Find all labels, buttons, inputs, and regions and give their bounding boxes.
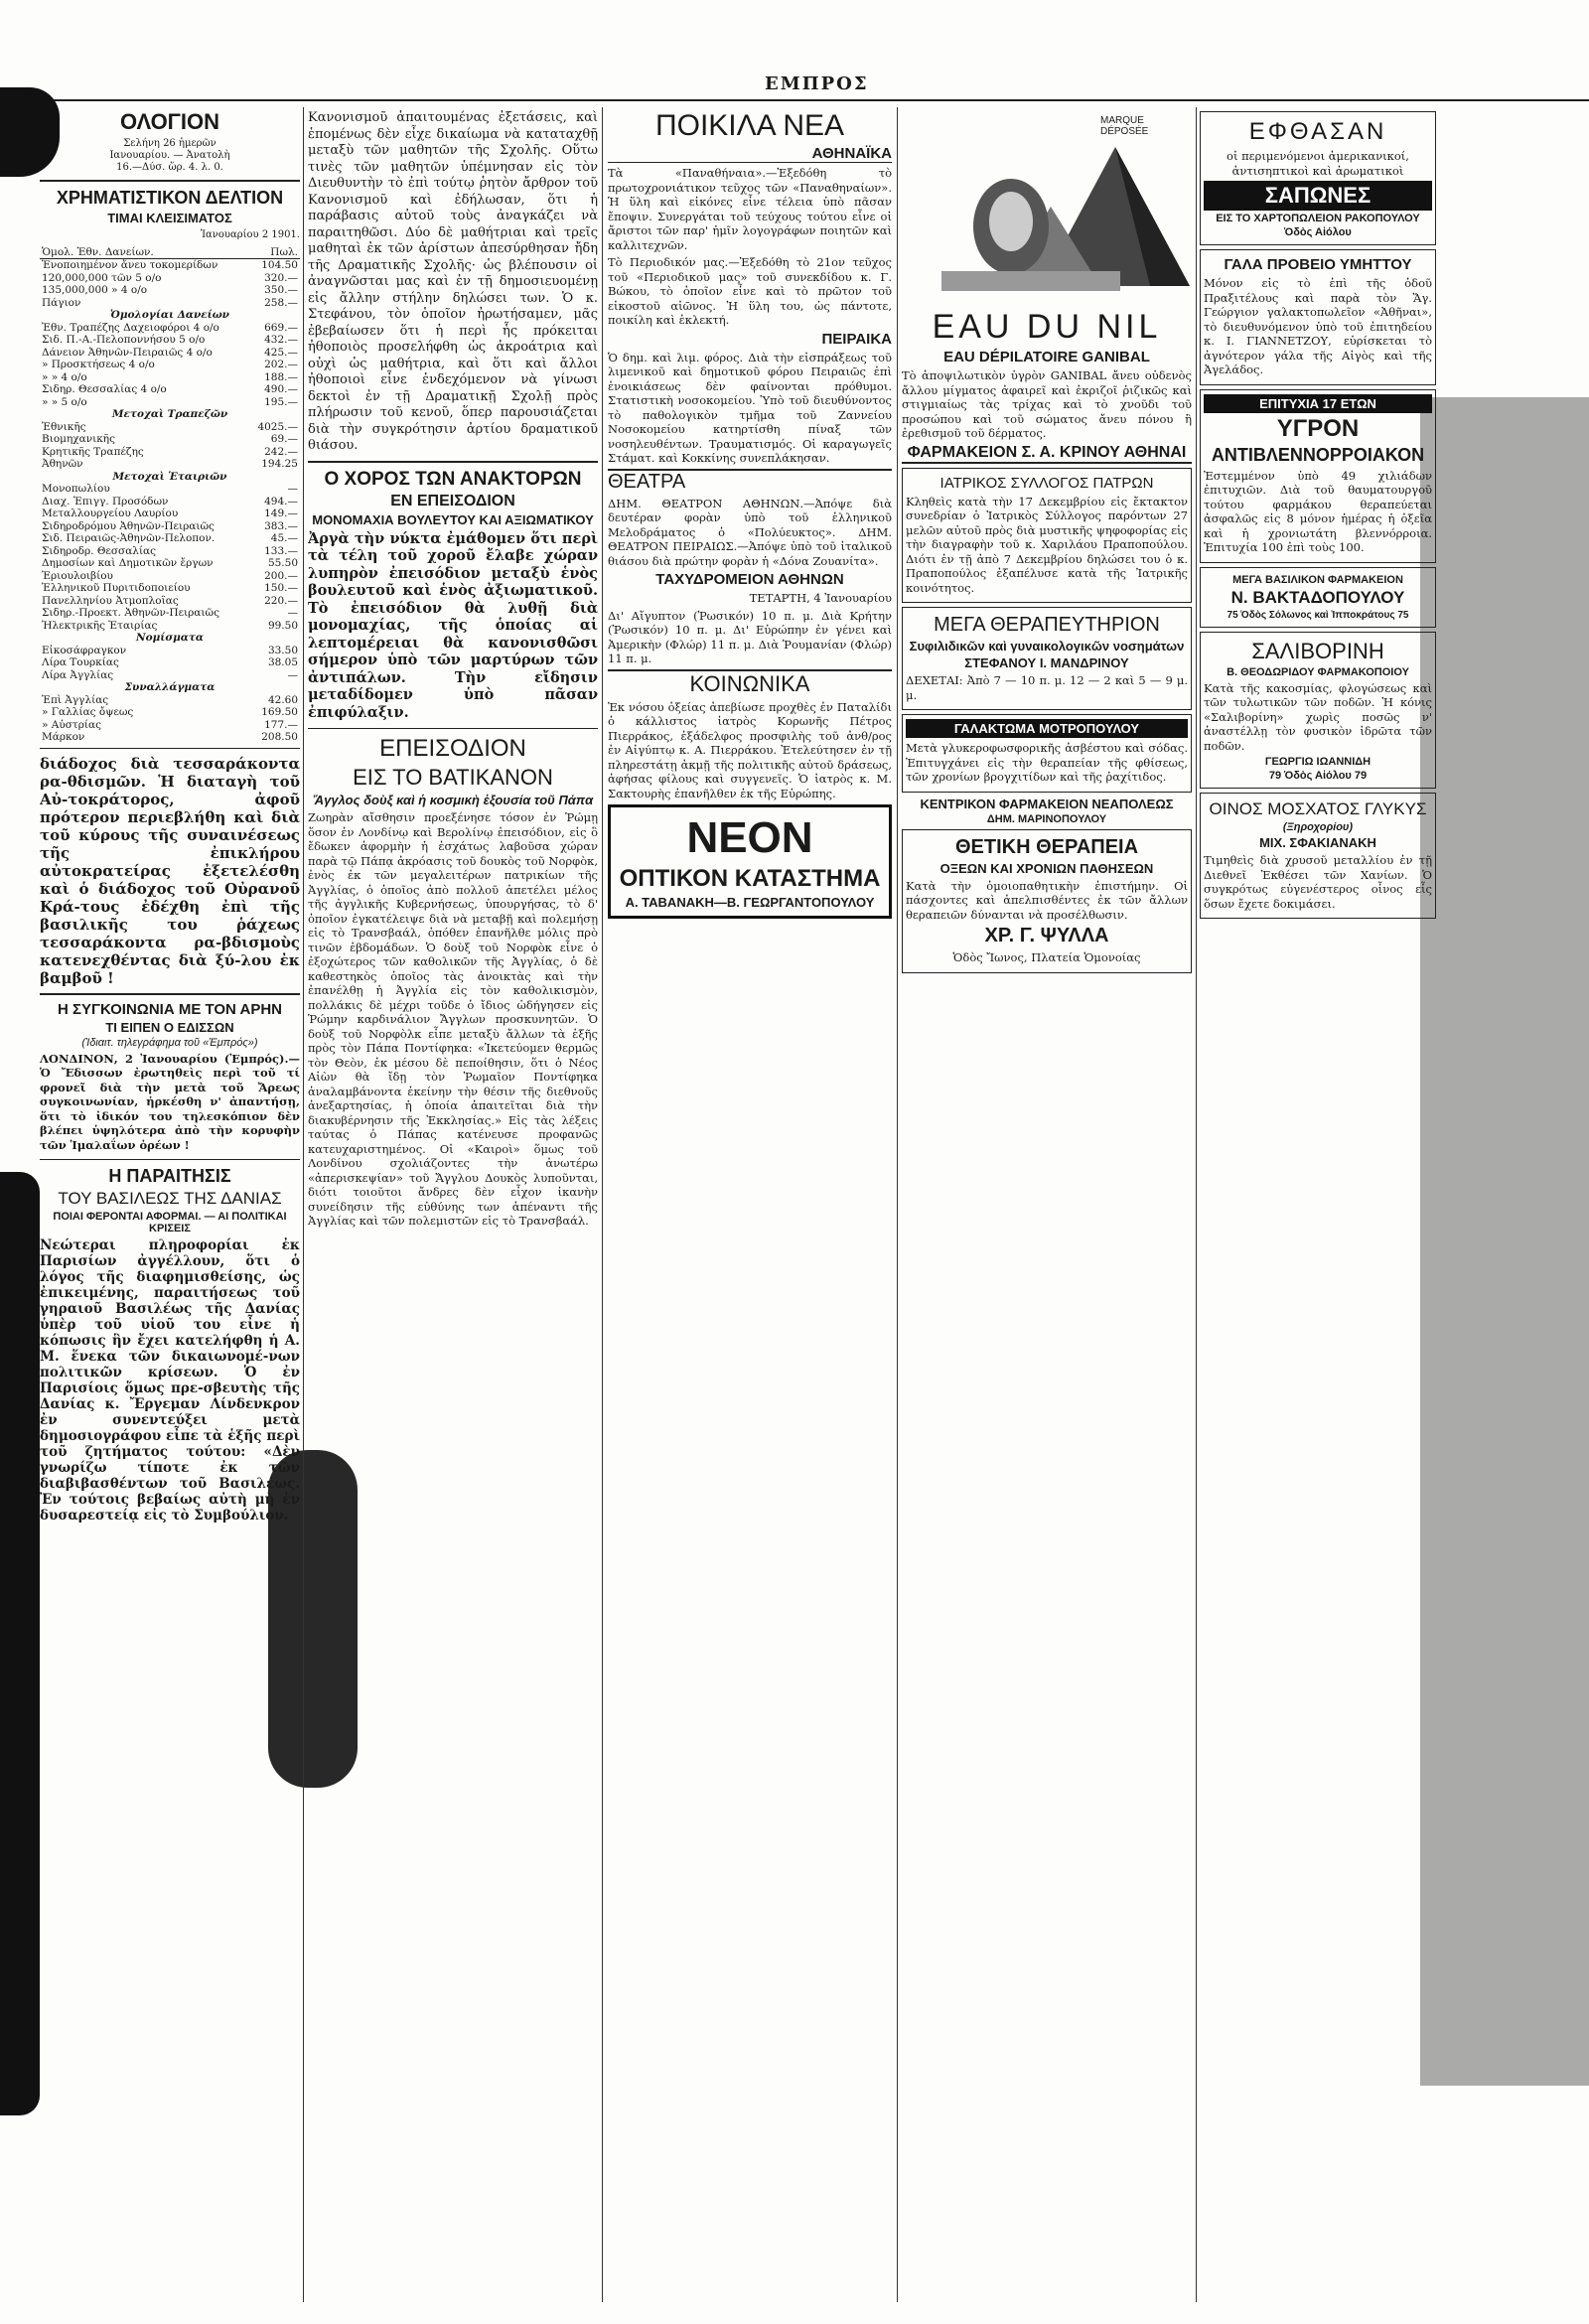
social-text: Ἐκ νόσου ὀξείας ἀπεβίωσε προχθὲς ἐν Παταλίδι ὁ κάλλιστος ἰατρὸς Κορωνῆς Πέτρος Πιερράκος, ἐξάδελφος προσφιλὴς τοῦ ἀνθ/ρος ἐν Αἰγύπτῳ κ. Α. Πιερράκου. Ἐτελεύτησεν ἐν τῇ πληρεστάτῃ ἀκμῇ τῆς πολιτικῆς αὐτοῦ δράσεως, ἀφήσας φίλους καὶ συγγενεῖς. Ὁ ἰατρὸς κ. Μ. Σακτουρὴς ἐπανῆλθεν ἐκ τῆς Εὐρώπης.: [608, 699, 892, 800]
salivorini-title: ΣΑΛΙΒΟΡΙΝΗ: [1251, 638, 1384, 663]
trademark-label: MARQUE DÉPOSÉE: [1100, 115, 1149, 137]
optician-ad-owners: Α. ΤΑΒΑΝΑΚΗ—Β. ΓΕΩΡΓΑΝΤΟΠΟΥΛΟΥ: [625, 895, 875, 910]
table-cell: 99.50: [267, 619, 298, 632]
column-4: [902, 107, 1192, 2312]
wine-maker: ΜΙΧ. ΣΦΑΚΙΑΝΑΚΗ: [1259, 835, 1376, 850]
table-cell: » » 4 ο/ο: [42, 370, 87, 383]
table-cell: » » 5 ο/ο: [42, 395, 87, 408]
table-cell: 104.50: [261, 259, 298, 271]
homeopathy-text: Κατὰ τὴν ὁμοιοπαθητικὴν ἐπιστήμην. Οἱ πάσχοντες καὶ ἀπελπισθέντες ἐκ τῶν ἄλλων θεραπειῶν δύνανται νὰ προσέλθωσιν.: [906, 878, 1188, 922]
table-cell: 149.—: [264, 508, 298, 519]
abdication-title: Η ΠΑΡΑΙΤΗΣΙΣ: [108, 1166, 231, 1186]
optician-ad-title: ΝΕΟΝ: [686, 813, 813, 862]
table-cell: Δημοσίων καὶ Δημοτικῶν ἔργων: [42, 557, 214, 569]
dance-text: Ἀργὰ τὴν νύκτα ἐμάθομεν ὅτι περὶ τὰ τέλη τοῦ χοροῦ ἔλαβε χώραν λυπηρὸν ἐπεισόδιον μεταξὺ ἑνὸς βουλευτοῦ καὶ ἑνὸς ἀξιωματικοῦ. Τὸ ἐπεισόδιον θὰ λυθῇ διὰ μονομαχίας, τῆς ὁποίας αἱ λεπτομέρειαι θὰ κανονισθῶσι σήμερον ὑπὸ τῶν μαρτύρων τῶν ἀντιπάλων. Τὴν εἴδησιν μεταδίδομεν ὑπὸ πᾶσαν ἐπιφύλαξιν.: [308, 529, 598, 721]
table-cell: 194.25: [261, 458, 298, 470]
remedy-ad-text: Ἐστεμμένον ὑπὸ 49 χιλιάδων ἐπιτυχιῶν. Διὰ τοῦ θαυματουργοῦ τούτου φαρμάκου θεραπεύεται ἀσφαλῶς εἰς 8 μόνον ἡμέρας ἡ ὀξεῖα καὶ ἡ χρονιωτάτη βλεννόρροια. Ἐπιτυχία 100 ἐπὶ τοὺς 100.: [1204, 468, 1432, 554]
table-row: [40, 731, 300, 744]
soap-ad: [1200, 111, 1436, 245]
remedy-ad-title: ΥΓΡΟΝ: [1276, 414, 1360, 442]
depilatory-title: EAU DÉPILATOIRE GANIBAL: [943, 349, 1150, 365]
table-row: [40, 458, 300, 471]
table-cell: 195.—: [264, 395, 298, 408]
comm-section: [40, 993, 300, 1161]
vaktadopoulos-ad-name: Ν. ΒΑΚΤΑΔΟΠΟΥΛΟΥ: [1230, 587, 1405, 607]
post-title: ΤΑΧΥΔΡΟΜΕΙΟΝ ΑΘΗΝΩΝ: [655, 571, 844, 588]
table-cell: 69.—: [270, 433, 298, 445]
abdication-subtitle: ΠΟΙΑΙ ΦΕΡΟΝΤΑΙ ΑΦΟΡΜΑΙ. — ΑΙ ΠΟΛΙΤΙΚΑΙ ΚΡΙΣΕΙΣ: [53, 1211, 287, 1235]
salivorini-address: 79 Ὁδὸς Αἰόλου 79: [1268, 770, 1368, 782]
table-cell: Σιδηρ. Θεσσαλίας 4 ο/ο: [42, 383, 167, 395]
depilatory-text: Τὸ ἀποψιλωτικὸν ὑγρὸν GANIBAL ἄνευ οὐδενὸς ἄλλου μίγματος ἀφαιρεῖ καὶ ἐκριζοῖ ῥιζικῶς καὶ στιγμιαίως τὰς τρίχας καὶ τὸ χνοῦδι τοῦ προσώπου καὶ τοῦ σώματος ἄνευ πόνου ἢ ἐρεθισμοῦ τοῦ δέρματος.: [902, 368, 1192, 440]
vatican-title-2: ΕΙΣ ΤΟ ΒΑΤΙΚΑΝΟΝ: [353, 765, 553, 790]
column-5: [1200, 107, 1436, 2312]
medical-society-title: ΙΑΤΡΙΚΟΣ ΣΥΛΛΟΓΟΣ ΠΑΤΡΩΝ: [939, 474, 1154, 492]
column-rule: [897, 107, 898, 2302]
table-row: [40, 582, 300, 595]
homeopathy-ad: [902, 829, 1192, 973]
table-cell: 33.50: [267, 644, 298, 656]
table-row: [40, 719, 300, 732]
table-cell: Νομίσματα: [135, 632, 205, 644]
market-title: ΧΡΗΜΑΤΙΣΤΙΚΟΝ ΔΕΛΤΙΟΝ: [56, 188, 284, 208]
table-row: [40, 645, 300, 657]
table-cell: 258.—: [264, 296, 298, 309]
table-cell: Δάνειον Ἀθηνῶν-Πειραιῶς 4 ο/ο: [42, 346, 213, 359]
table-cell: 208.50: [261, 731, 298, 743]
school-article-text: Κανονισμοῦ ἀπαιτουμένας ἐξετάσεις, καὶ ἑπομένως δὲν εἶχε δικαίωμα νὰ καταταχθῇ μεταξὺ τῶν μαθητῶν τῆς Σχολῆς. Οὕτω τινὲς τῶν μαθητῶν ὑπέμνησαν εἰς τὸν Διευθυντὴν τὸ ἐπὶ τούτῳ ῥητὸν ἄρθρον τοῦ Κανονισμοῦ καὶ ἐδήλωσαν, ὅτι ἡ παράβασις αὐτοῦ τοὺς ἀναγκάζει νὰ παραιτηθῶσι. Δύο δὲ μαθήτριαι καὶ τρεῖς μαθηταὶ ἐκ τῶν ἀρίστων ἀπεσύρθησαν ἤδη τῆς Δραματικῆς Σχολῆς· ὡς βλέπουσιν οἱ ἀναγνῶσται μας καὶ ἐν τῇ δημοσιευομένῃ εἰς ἄλλην στήλην δηλώσει των. Ὁ κ. Στεφάνου, τὸν ὁποῖον ἠρωτήσαμεν, μᾶς ἐβεβαίωσεν ὅτι ἡ περὶ ἧς πρόκειται ἠθοποιὸς προσελήφθη ὡς ἀκροάτρια καὶ οὐχὶ ὡς μαθήτρια, καὶ ὅτι καὶ ἄλλοι ἠθοποιοὶ εἶνε ἐνδεχόμενον νὰ γίνωσι δεκτοὶ ἐν τῇ Δραματικῇ Σχολῇ πρὸς πλήρωσιν τοῦ κενοῦ, ὅπερ παρουσιάζεται διὰ τὴν συγκρότησιν ἀρτίου δραματικοῦ θιάσου.: [308, 110, 598, 453]
post-day: ΤΕΤΑΡΤΗ, 4 Ἰανουαρίου: [749, 591, 892, 605]
table-cell: 200.—: [264, 569, 298, 582]
table-row: [40, 632, 300, 645]
remedy-ad-banner: ΕΠΙΤΥΧΙΑ 17 ΕΤΩΝ: [1204, 394, 1432, 413]
table-cell: 55.50: [267, 557, 298, 569]
table-row: [40, 656, 300, 669]
dance-section: [308, 461, 598, 730]
table-cell: Λίρα Ἀγγλίας: [42, 668, 114, 681]
table-row: [40, 681, 300, 694]
column-rule: [1196, 107, 1197, 2302]
table-row: [40, 371, 300, 384]
table-cell: Συναλλάγματα: [124, 681, 216, 693]
milk-ad-title: ΓΑΛΑ ΠΡΟΒΕΙΟ ΥΜΗΤΤΟΥ: [1224, 256, 1412, 273]
social-title: ΚΟΙΝΩΝΙΚΑ: [608, 669, 892, 697]
calendar-line: Ιανουαρίου. — Ἀνατολὴ: [109, 150, 230, 161]
comm-subtitle: ΤΙ ΕΙΠΕΝ Ο ΕΔΙΣΣΩΝ: [105, 1019, 234, 1035]
abdication-title-2: ΤΟΥ ΒΑΣΙΛΕΩΣ ΤΗΣ ΔΑΝΙΑΣ: [58, 1189, 282, 1208]
vatican-subtitle: Ἄγγλος δοὺξ καὶ ἡ κοσμικὴ ἐξουσία τοῦ Πάπα: [312, 793, 594, 807]
table-row: [40, 334, 300, 347]
table-row: [40, 570, 300, 583]
table-cell: 320.—: [264, 271, 298, 284]
dance-subtitle: ΕΝ ΕΠΕΙΣΟΔΙΟΝ: [390, 492, 515, 509]
market-section: [40, 180, 300, 749]
remedy-ad-title-2: ΑΝΤΙΒΛΕΝΝΟΡΡΟΙΑΚΟΝ: [1211, 444, 1425, 465]
table-row: [40, 272, 300, 285]
table-row: [40, 359, 300, 371]
dance-title: Ο ΧΟΡΟΣ ΤΩΝ ΑΝΑΚΤΟΡΩΝ: [324, 468, 582, 490]
table-cell: Ὁμολογίαι Δανείων: [110, 309, 229, 321]
table-row: [40, 694, 300, 707]
table-cell: 432.—: [264, 334, 298, 346]
table-row: [40, 284, 300, 297]
table-cell: 4025.—: [257, 420, 298, 433]
table-row: [40, 446, 300, 459]
clinic-subtitle: Συφιλιδικῶν καὶ γυναικολογικῶν νοσημάτων: [909, 639, 1185, 654]
table-cell: Λίρα Τουρκίας: [42, 656, 119, 668]
table-cell: Ἑνοποιημένον ἄνευ τοκομερίδων: [42, 259, 218, 271]
emulsion-text: Μετὰ γλυκεροφωσφορικῆς ἀσβέστου καὶ σόδας. Ἐπιτυγχάνει εἰς τὴν θεραπείαν τῆς φθίσεως, τῶν χρονίων βρογχιτίδων καὶ τῆς ῥαχίτιδος.: [906, 741, 1188, 784]
piraeus-text: Ὁ δημ. καὶ λιμ. φόρος. Διὰ τὴν εἰσπράξεως τοῦ λιμενικοῦ καὶ δημοτικοῦ φόρου Πειραιῶς ἐπὶ ἑνοικιάσεως δὲν φαίνονται πρόθυμοι. Στατιστικὴ νοσοκομείου. Ὑπὸ τοῦ διευθύνοντος τὸ παθολογικὸν τμῆμα τοῦ Ζαννείου Νοσοκομείου κατηρτίσθη πίναξ τῶν νοσηλευθέντων. Τραυματισμός. Οἱ καραγωγεῖς Στάματ. καὶ Κοκκίνης συνεπλάκησαν.: [608, 350, 892, 465]
market-subtitle: ΤΙΜΑΙ ΚΛΕΙΣΙΜΑΤΟΣ: [107, 211, 232, 225]
calendar-line: Σελήνη 26 ἡμερῶν: [123, 138, 217, 149]
table-cell: Μετοχαὶ Τραπεζῶν: [111, 408, 228, 420]
table-cell: Ἠλεκτρικῆς Ἑταιρίας: [42, 619, 158, 632]
table-cell: » Αὐστρίας: [42, 718, 101, 731]
table-row: [40, 706, 300, 719]
salivorini-text: Κατὰ τῆς κακοσμίας, φλογώσεως καὶ τῶν τυλωτικῶν τῶν ποδῶν. Ἡ κόνις «Σαλιβορίνη» χωρὶς ποσῶς ν' ἀναστέλλῃ τὸν φυσικὸν ἱδρῶτα τῶν ποδῶν.: [1204, 680, 1432, 753]
wine-ad: [1200, 793, 1436, 919]
remedy-ad: [1200, 389, 1436, 563]
piraeus-title: ΠΕΙΡΑΙΚΑ: [821, 330, 892, 348]
table-row: [40, 408, 300, 421]
column-1: [40, 107, 300, 2014]
salivorini-ad: [1200, 632, 1436, 790]
table-row: [40, 496, 300, 508]
soap-ad-product: ΣΑΠΩΝΕΣ: [1204, 181, 1432, 211]
table-row: [40, 471, 300, 484]
optician-ad-subtitle: ΟΠΤΙΚΟΝ ΚΑΤΑΣΤΗΜΑ: [619, 865, 881, 892]
comm-text: ΛΟΝΔΙΝΟΝ, 2 Ἰανουαρίου (Ἐμπρός).—Ὁ Ἔδισσων ἐρωτηθεὶς περὶ τοῦ τί φρονεῖ διὰ τὴν μετὰ τοῦ Ἄρεως συγκοινωνίαν, ἠρκέσθη ν' ἀπαντήσῃ, ὅτι τὸ ἰδικόν του τηλεσκόπιον δὲν βλέπει ὑψηλότερα ἀπὸ τὴν κορυφὴν τῶν Ἱμαλαΐων ὀρέων !: [40, 1051, 300, 1152]
table-cell: » Γαλλίας ὄψεως: [42, 706, 134, 718]
column-2: [308, 107, 598, 2312]
table-cell: Σιδηροδρόμου Ἀθηνῶν-Πειραιῶς: [42, 519, 215, 532]
page-damage-left: [0, 1172, 40, 2115]
table-cell: Βιομηχανικῆς: [42, 433, 115, 445]
soap-ad-address: Ὁδὸς Αἰόλου: [1284, 226, 1352, 238]
central-pharmacy: ΚΕΝΤΡΙΚΟΝ ΦΑΡΜΑΚΕΙΟΝ ΝΕΑΠΟΛΕΩΣ: [920, 796, 1174, 811]
central-pharmacy-owner: ΔΗΜ. ΜΑΡΙΝΟΠΟΥΛΟΥ: [986, 812, 1107, 825]
table-cell: Πανελληνίου Ἀτμοπλοΐας: [42, 594, 179, 607]
milk-ad: [1200, 249, 1436, 385]
table-cell: Σιδ. Π.-Α.-Πελοποννήσου 5 ο/ο: [42, 334, 206, 346]
table-cell: 169.50: [261, 706, 298, 718]
homeopathy-doctor: ΧΡ. Γ. ΨΥΛΛΑ: [984, 925, 1109, 946]
salivorini-pharmacist: Β. ΘΕΟΔΩΡΙΔΟΥ ΦΑΡΜΑΚΟΠΟΙΟΥ: [1227, 665, 1409, 678]
table-cell: 45.—: [270, 532, 298, 544]
post-text: Δι' Αἴγυπτον (Ῥωσικόν) 10 π. μ. Διὰ Κρήτην (Ῥωσικόν) 10 π. μ. Δι' Εὐρώπην ἐν γένει καὶ Ἀμερικὴν (Φλώρ) 11 π. μ. Διὰ Ῥουμανίαν (Φλώρ) 11 π. μ.: [608, 608, 892, 665]
table-cell: —: [287, 607, 298, 619]
table-cell: 188.—: [264, 370, 298, 383]
vaktadopoulos-ad-address: 75 Ὁδὸς Σόλωνος καὶ Ἱπποκράτους 75: [1227, 609, 1409, 621]
table-row: [40, 483, 300, 496]
news-title: ΠΟΙΚΙΛΑ ΝΕΑ: [654, 109, 845, 142]
sphinx-pyramid-illustration: [902, 107, 1192, 306]
abdication-text: Νεώτεραι πληροφορίαι ἐκ Παρισίων ἀγγέλλουν, ὅτι ὁ λόγος τῆς διαφημισθείσης, ὡς ἐπικειμένης, παραιτήσεως τοῦ γηραιοῦ Βασιλέως τῆς Δανίας ὑπὲρ τοῦ υἱοῦ του εἶνε ἡ κόπωσις ἣν ἔχει κατελήφθη ἡ Α. Μ. ἕνεκα τῶν δικαιωνομέ-νων πολιτικῶν κρίσεων. Ὁ ἐν Παρισίοις ὅμως πρε-σβευτὴς τῆς Δανίας κ. Ἔργεμαν Λίνδενκρον ἐν συνεντεύξει μετὰ δημοσιογράφου εἶπε τὰ ἑξῆς περὶ τοῦ ζητήματος τούτου: «Δὲν γνωρίζω τίποτε ἐκ τῶν διαβιβασθέντων τοῦ Βασιλέως. Ἐν τούτοις βεβαίως αὐτὴ μὴ ἐν δυσαρεστείᾳ εἰς τὸ Συμβούλιον.: [40, 1237, 300, 1524]
dance-subtitle-2: ΜΟΝΟΜΑΧΙΑ ΒΟΥΛΕΥΤΟΥ ΚΑΙ ΑΞΙΩΜΑΤΙΚΟΥ: [312, 511, 594, 527]
table-cell: 150.—: [264, 582, 298, 594]
column-rule: [602, 107, 603, 2302]
vaktadopoulos-ad: [1200, 567, 1436, 628]
table-cell: —: [287, 483, 298, 495]
table-cell: » Προσκτήσεως 4 ο/ο: [42, 359, 155, 370]
milk-ad-text: Μόνον εἰς τὸ ἐπὶ τῆς ὁδοῦ Πραξιτέλους καὶ παρὰ τὸν Ἅγ. Γεώργιον γαλακτοπωλεῖον «Ἀθῆναι», τὸ διευθυνόμενον ὑπὸ τοῦ ἐπιτηδείου κ. Ι. ΓΙΑΝΝΕΤΖΟΥ, εὑρίσκεται τὸ ἀγνότερον γάλα τῆς Αἰγὸς καὶ τῆς Ἀγελάδος.: [1204, 276, 1432, 376]
table-header: Ὁμολ. Ἐθν. Δανείων.: [42, 245, 154, 258]
table-cell: Ἑλληνικοῦ Πυριτιδοποιείου: [42, 582, 191, 594]
table-cell: 490.—: [264, 383, 298, 395]
table-cell: Ἐπὶ Ἀγγλίας: [42, 693, 109, 706]
calendar-lines: [40, 138, 300, 174]
table-row: [40, 347, 300, 360]
news-subtitle: ΑΘΗΝΑΪΚΑ: [608, 145, 892, 163]
calendar-title: ΟΛΟΓΙΟΝ: [119, 109, 220, 134]
table-cell: 242.—: [264, 445, 298, 458]
table-row: [40, 532, 300, 545]
clinic-doctor: ΣΤΕΦΑΝΟΥ Ι. ΜΑΝΔΡΙΝΟΥ: [964, 655, 1129, 670]
table-row: [40, 433, 300, 446]
vaktadopoulos-ad-title: ΜΕΓΑ ΒΑΣΙΛΙΚΟΝ ΦΑΡΜΑΚΕΙΟΝ: [1232, 573, 1403, 586]
wine-subtitle: (Ξηροχορίου): [1282, 821, 1354, 833]
column-rule: [303, 107, 304, 2302]
table-row: [40, 396, 300, 409]
eau-du-nil-illustration: [902, 107, 1192, 306]
homeopathy-address: Ὁδὸς Ἴωνος, Πλατεία Ὁμονοίας: [952, 950, 1141, 964]
table-cell: 133.—: [264, 544, 298, 557]
salivorini-seller: ΓΕΩΡΓΙΩ ΙΩΑΝΝΙΔΗ: [1264, 756, 1372, 768]
table-row: [40, 309, 300, 322]
table-cell: Σιδηροδρ. Θεσσαλίας: [42, 544, 157, 557]
comm-note: (Ἰδιαιτ. τηλεγράφημα τοῦ «Ἐμπρός»): [81, 1036, 258, 1049]
table-cell: 135,000,000 » 4 ο/ο: [42, 284, 148, 296]
table-cell: 220.—: [264, 594, 298, 607]
table-row: [40, 259, 300, 272]
medical-society-text: Κληθεὶς κατὰ τὴν 17 Δεκεμβρίου εἰς ἔκτακτον συνεδρίαν ὁ Ἰατρικὸς Σύλλογος παρόντων 27 μελῶν αὐτοῦ πρὸς διὰ μυστικῆς ψηφοφορίας εἰς τὴν διαγραφὴν τοῦ κ. Χαριλάου Πραποπούλου. Διότι ἐν τῇ ἀπὸ 7 Δεκεμβρίου δηλώσει του ὁ κ. Πραποπούλος ἐξαπέλυσε κατὰ τῆς Ἰατρικῆς κοινότητος.: [906, 494, 1188, 595]
table-cell: 42.60: [267, 693, 298, 706]
eau-du-nil-title: EAU DU NIL: [932, 308, 1162, 346]
table-cell: Μονοπωλίου: [42, 483, 110, 495]
homeopathy-subtitle: ΟΞΕΩΝ ΚΑΙ ΧΡΟΝΙΩΝ ΠΑΘΗΣΕΩΝ: [939, 860, 1154, 876]
news-paragraph: Τὸ Περιοδικόν μας.—Ἐξεδόθη τὸ 21ον τεῦχος τοῦ «Περιοδικοῦ μας» τοῦ συνεκδίδου κ. Γ. Βώκου, τὸ ὁποῖον εἶνε καὶ τὸ πρῶτον τοῦ εἰκοστοῦ αἰῶνος. Ἡ ὕλη του, ὡς πάντοτε, ποικίλη καὶ ἐκλεκτή.: [608, 255, 892, 327]
table-cell: 494.—: [264, 495, 298, 508]
table-cell: 425.—: [264, 346, 298, 359]
optician-ad: [608, 804, 892, 919]
table-cell: 177.—: [264, 718, 298, 731]
table-header: Πωλ.: [270, 245, 298, 258]
table-cell: —: [287, 668, 298, 681]
table-row: [40, 520, 300, 533]
table-cell: Μεταλλουργείου Λαυρίου: [42, 508, 179, 519]
table-cell: 350.—: [264, 284, 298, 296]
market-date: Ἰανουαρίου 2 1901.: [200, 229, 300, 240]
news-paragraph: Τὰ «Παναθήναια».—Ἐξεδόθη τὸ πρωτοχρονιάτικον τεῦχος τῶν «Παναθηναίων». Ἡ ὕλη καὶ εἰκόνες εἶνε τέλεια ὑπὸ πᾶσαν ἔποψιν. Συνεργάται τοῦ τεύχους τούτου εἶνε οἱ ἄριστοι τῶν παρ' ἡμῖν λογογράφων ποιητῶν καὶ καλλιτεχνῶν.: [608, 166, 892, 252]
table-row: [40, 421, 300, 434]
table-cell: Κρητικῆς Τραπέζης: [42, 445, 144, 458]
table-row: [40, 508, 300, 520]
market-table: [40, 246, 300, 744]
table-cell: 202.—: [264, 359, 298, 370]
table-row: [40, 595, 300, 608]
table-cell: 38.05: [267, 656, 298, 668]
masthead: [0, 72, 1589, 101]
table-cell: 669.—: [264, 321, 298, 334]
table-row: [40, 607, 300, 620]
vatican-title: ΕΠΕΙΣΟΔΙΟΝ: [379, 735, 526, 762]
clinic-hours: ΔΕΧΕΤΑΙ: Ἀπὸ 7 — 10 π. μ. 12 — 2 καὶ 5 — 9 μ. μ.: [906, 673, 1188, 702]
soap-ad-title: ΕΦΘΑΣΑΝ: [1248, 118, 1387, 145]
page-damage-right: [1420, 397, 1589, 2086]
krinos-pharmacy: ΦΑΡΜΑΚΕΙΟΝ Σ. Α. ΚΡΙΝΟΥ ΑΘΗΝΑΙ: [902, 444, 1192, 464]
theatre-text: ΔΗΜ. ΘΕΑΤΡΟΝ ΑΘΗΝΩΝ.—Ἀπόψε διὰ δευτέραν φορὰν ὑπὸ τοῦ ἑλληνικοῦ Μελοδράματος ὁ «Πολύευκτος». ΔΗΜ. ΘΕΑΤΡΟΝ ΠΕΙΡΑΙΩΣ.—Ἀπόψε ὑπὸ τοῦ ἰταλικοῦ θιάσου διὰ πρώτην φορὰν ἡ «Δόνα Ζουανίτα».: [608, 496, 892, 568]
table-row: [40, 557, 300, 570]
table-cell: Ἐθν. Τραπέζης Δαχειοφόροι 4 ο/ο: [42, 321, 219, 334]
table-cell: Ἐριουλοιβίου: [42, 569, 113, 582]
newspaper-name: ΕΜΠΡΟΣ: [765, 73, 869, 94]
table-row: [40, 545, 300, 558]
theatre-title: ΘΕΑΤΡΑ: [608, 469, 892, 494]
emulsion-ad: [902, 714, 1192, 793]
table-row: [40, 297, 300, 310]
soap-ad-text: οἱ περιμενόμενοι ἀμερικανικοί, ἀντισηπτικοὶ καὶ ἀρωματικοὶ: [1227, 149, 1409, 178]
table-cell: 383.—: [264, 519, 298, 532]
table-row: [40, 322, 300, 335]
table-cell: Πάγιον: [42, 296, 81, 309]
table-row: [40, 383, 300, 396]
calendar-line: 16.—Δύσ. ὥρ. 4. λ. 0.: [116, 162, 223, 173]
table-row: [40, 620, 300, 633]
table-cell: Μάρκον: [42, 731, 85, 743]
table-cell: Διαχ. Ἐπιγγ. Προσόδων: [42, 495, 169, 508]
table-cell: Ἐθνικῆς: [42, 420, 86, 433]
clinic-ad: [902, 607, 1192, 710]
comm-title: Η ΣΥΓΚΟΙΝΩΝΙΑ ΜΕ ΤΟΝ ΑΡΗΝ: [57, 1000, 283, 1018]
clinic-title: ΜΕΓΑ ΘΕΡΑΠΕΥΤΗΡΙΟΝ: [934, 614, 1160, 636]
vatican-text: Ζωηρὰν αἴσθησιν προεξένησε τόσον ἐν Ῥώμῃ ὅσον ἐν Λονδίνῳ καὶ Βερολίνῳ ἐπεισόδιον, εἰς ὃ ἔδωκεν ἀφορμὴν ἡ ἐσχάτως λαβοῦσα χώραν παρὰ τῷ Πάπᾳ ἀκρόασις τοῦ δουκὸς τοῦ Νορφὸκ, ἑνὸς ἐκ τῶν μεγαλειτέρων πατρικίων τῆς Ἀγγλίας, ὁ ὁποῖος ἀπὸ πολλοῦ ἀπετέλει μέλος τῆς ἀγγλικῆς Κυβερνήσεως, ὑπουργήσας, τὸ δ' ὁποῖον ἐγκατέλειψε διὰ νὰ μεταβῇ καὶ πολεμήσῃ εἰς τὸ Τρανσβαάλ, ὁπόθεν ἐπανῆλθε μόλις πρὸ τινῶν ἑβδομάδων. Ὁ δοὺξ τοῦ Νορφὸκ εἶνε ὁ ἐξοχώτερος τῶν καθολικῶν τῆς Ἀγγλίας, ὁ δὲ καθεστηκὸς ὁποῖος τὰς ἀνοικτὰς καὶ τὴν ἐπανέλθῃ ἡ Ἀγγλία εἰς τὸν καθολικισμὸν, πολλάκις δὲ μέχρι τοῦδε ὁ ἴδιος ὡδήγησεν εἰς Ῥώμην καρδινάλιον Ἄγγλων προσκυνητῶν. Ὁ δοὺξ τοῦ Νορφὸλκ εἶπε μεταξὺ ἄλλων τὰ ἑξῆς πρὸς τὸν Πάπα Ποντίφηκα: «Ἱκετεύομεν θερμῶς τὸν Θεὸν, ἐκ μέσου δὲ πεποίθησιν, ὅτι ὁ Νέος Αἰὼν θὰ ἴδῃ τὸν Ῥωμαῖον Ποντίφηκα ἀναλαμβάνοντα ἐκείνην τὴν θέσιν τῆς διεθνοῦς ἀνεξαρτησίας, ἡ ὁποία ἀπαιτεῖται διὰ τὴν διακυβέρνησιν τῆς Ἐκκλησίας.» Εἰς τὰς λέξεις ταύτας ὁ Πάπας κατένευσε προφανῶς κατευχαριστημένος. Οἱ «Καιροὶ» ὅμως τοῦ Λονδίνου σχολιάζοντες τὴν ἀνωτέρω «ἀπερισκεψίαν» τοῦ Ἄγγλου Δουκὸς λυποῦνται, διότι τοιοῦτοι ἄνδρες δὲν εἶχον ἱκανὴν συνείδησιν τῆς εὐθύνης των ἀπέναντι τῆς Ἀγγλίας καὶ τῶν πολεμιστῶν εἰς τὸ Τρανσβαάλ.: [308, 810, 598, 1228]
lead-article-text: διάδοχος διὰ τεσσαράκοντα ρα-θδισμῶν. Ἡ διαταγὴ τοῦ Αὐ-τοκράτορος, ἀφοῦ πρότερον περιεβλήθη καὶ διὰ τοῦ κύρους τῆς συναινέσεως τῆς ἐπικλήρου αὐτοκρατείρας ἐξετελέσθη καὶ ὁ διάδοχος τοῦ Οὐρανοῦ Κρά-τους ἐδέχθη ἐπὶ τῆς βασιλικῆς του ῥάχεως τεσσαράκοντα ρα-βδισμοὺς κατενεχθέντας διὰ ξύ-λου ἐκ βαμβοῦ !: [40, 754, 300, 987]
table-cell: 120,000,000 τῶν 5 ο/ο: [42, 271, 162, 284]
medical-society-notice: [902, 468, 1192, 604]
table-cell: Σιδ. Πειραιῶς-Ἀθηνῶν-Πελοπον.: [42, 532, 216, 544]
table-cell: Ἀθηνῶν: [42, 458, 83, 470]
table-cell: Μετοχαὶ Ἑταιριῶν: [112, 470, 227, 483]
wine-text: Τιμηθεὶς διὰ χρυσοῦ μεταλλίου ἐν τῇ Διεθνεῖ Ἐκθέσει τῶν Χανίων. Ὁ συγκρότως εὐγενέστερος οἶνος εἶς ὅσων ἔχετε δοκιμάσει.: [1204, 853, 1432, 911]
soap-ad-shop: ΕΙΣ ΤΟ ΧΑΡΤΟΠΩΛΕΙΟΝ ΡΑΚΟΠΟΥΛΟΥ: [1216, 213, 1420, 224]
homeopathy-title: ΘΕΤΙΚΗ ΘΕΡΑΠΕΙΑ: [954, 835, 1139, 858]
emulsion-title: ΓΑΛΑΚΤΩΜΑ ΜΟΤΡΟΠΟΥΛΟΥ: [906, 719, 1188, 738]
table-cell: Εἰκοσάφραγκον: [42, 644, 127, 656]
column-3: [608, 107, 892, 2312]
wine-title: ΟΙΝΟΣ ΜΟΣΧΑΤΟΣ ΓΛΥΚΥΣ: [1209, 799, 1427, 818]
table-cell: Σιδηρ.-Προεκτ. Ἀθηνῶν-Πειραιῶς: [42, 607, 219, 619]
table-row: [40, 669, 300, 682]
